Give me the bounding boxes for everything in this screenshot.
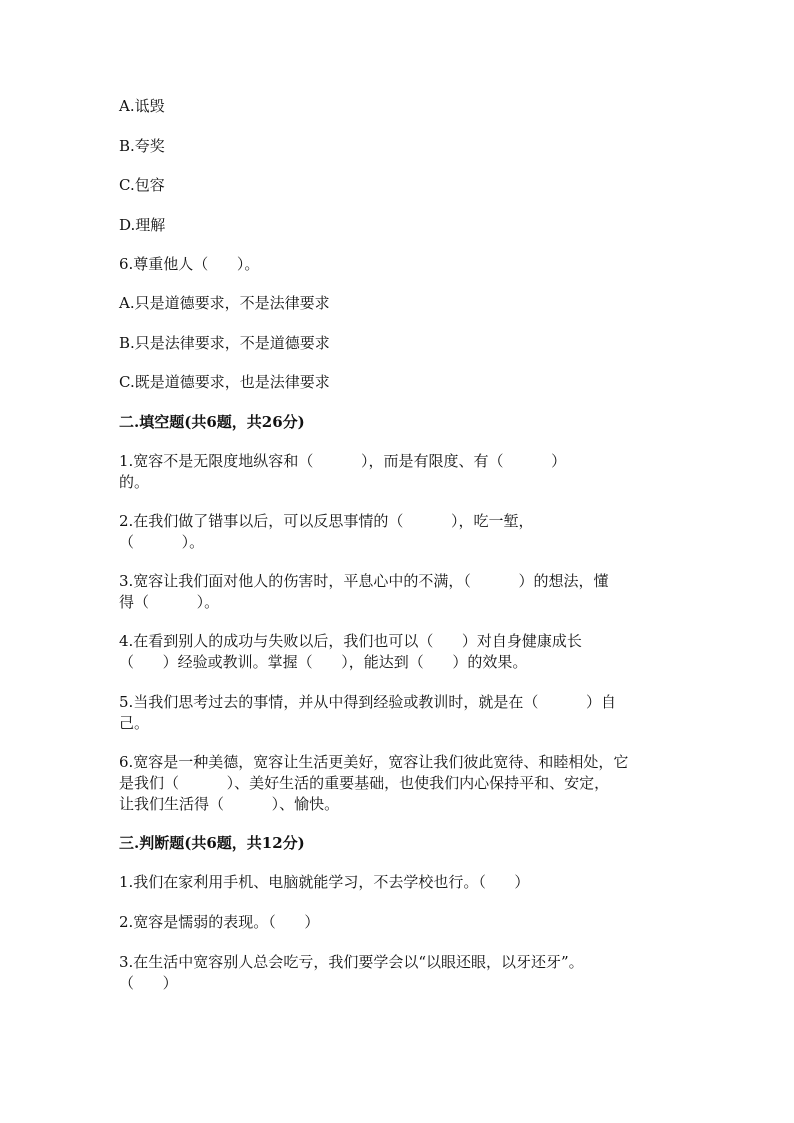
question-line: 1.我们在家利用手机、电脑就能学习，不去学校也行。（ ）: [119, 873, 530, 891]
fill-question-2: [119, 511, 675, 553]
question-line: 让我们生活得（ ）、愉快。: [119, 795, 340, 813]
q6-option-c: C.既是道德要求，也是法律要求: [119, 373, 330, 391]
q6-option-a: A.只是道德要求，不是法律要求: [119, 294, 330, 312]
question-line: （ ）。: [119, 533, 205, 551]
question-line: 6.宽容是一种美德，宽容让生活更美好，宽容让我们彼此宽待、和睦相处，它: [119, 753, 629, 771]
judge-section-heading: 三.判断题(共6题，共12分): [119, 834, 305, 852]
question-line: 5.当我们思考过去的事情，并从中得到经验或教训时，就是在（ ）自: [119, 693, 616, 711]
question-line: 2.在我们做了错事以后，可以反思事情的（ ），吃一堑，: [119, 512, 534, 530]
question-line: 己。: [119, 714, 150, 732]
option-d: D.理解: [119, 216, 166, 234]
question-line: 1.宽容不是无限度地纵容和（ ），而是有限度、有（ ）: [119, 452, 567, 470]
option-c: C.包容: [119, 176, 165, 194]
question-line: 3.宽容让我们面对他人的伤害时，平息心中的不满，（ ）的想法，懂: [119, 572, 609, 590]
fill-question-1: [119, 451, 675, 493]
option-b: B.夸奖: [119, 137, 165, 155]
question-line: 得（ ）。: [119, 593, 220, 611]
judge-question-3: [119, 952, 675, 994]
fill-question-6: [119, 752, 675, 815]
question-6-stem: 6.尊重他人（ ）。: [119, 255, 260, 273]
fill-section-heading: 二.填空题(共6题，共26分): [119, 413, 305, 431]
question-line: （ ）经验或教训。掌握（ ），能达到（ ）的效果。: [119, 653, 528, 671]
fill-question-5: [119, 692, 675, 734]
option-a: A.诋毁: [119, 97, 165, 115]
fill-question-4: [119, 631, 675, 673]
question-line: 2.宽容是懦弱的表现。（ ）: [119, 913, 320, 931]
question-line: 4.在看到别人的成功与失败以后，我们也可以（ ）对自身健康成长: [119, 632, 582, 650]
question-line: 的。: [119, 473, 150, 491]
question-line: （ ）: [119, 974, 178, 992]
judge-question-2: [119, 912, 675, 933]
fill-question-3: [119, 571, 675, 613]
q6-option-b: B.只是法律要求，不是道德要求: [119, 334, 330, 352]
question-line: 是我们（ ）、美好生活的重要基础，也使我们内心保持平和、安定，: [119, 774, 610, 792]
judge-question-1: [119, 872, 675, 893]
question-line: 3.在生活中宽容别人总会吃亏，我们要学会以“以眼还眼，以牙还牙”。: [119, 953, 584, 971]
